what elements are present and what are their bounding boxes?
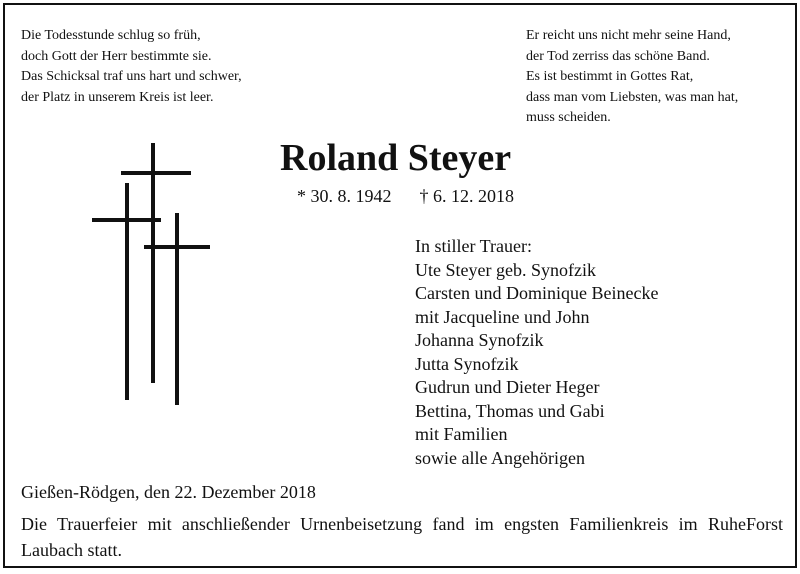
mourner-line: sowie alle Angehörigen: [415, 447, 585, 468]
obituary-notice: [3, 3, 797, 568]
death-date: † 6. 12. 2018: [419, 186, 514, 206]
poem-right-line: Er reicht uns nicht mehr seine Hand,: [526, 28, 731, 43]
poem-left-line: doch Gott der Herr bestimmte sie.: [21, 48, 212, 64]
mourner-line: Bettina, Thomas und Gabi: [415, 400, 605, 421]
poem-left-line: Das Schicksal traf uns hart und schwer,: [21, 69, 242, 84]
birth-date: * 30. 8. 1942: [297, 186, 392, 206]
three-crosses-icon: [89, 143, 214, 410]
mourners-heading: In stiller Trauer:: [415, 236, 532, 256]
mourner-line: mit Jacqueline und John: [415, 306, 590, 327]
mourner-line: Johanna Synofzik: [415, 330, 544, 350]
funeral-note: Die Trauerfeier mit anschließender Urnenbeisetzung fand im engsten Familienkreis im RuheForst Laubach statt.: [21, 514, 783, 560]
poem-left-line: der Platz in unserem Kreis ist leer.: [21, 89, 214, 105]
life-dates: [297, 184, 514, 208]
poem-right-line: dass man vom Liebsten, was man hat,: [526, 89, 739, 105]
poem-left: [21, 26, 242, 108]
poem-right: [526, 26, 738, 129]
mourners-list: [415, 235, 658, 470]
mourner-line: Gudrun und Dieter Heger: [415, 377, 600, 397]
mourner-line: Ute Steyer geb. Synofzik: [415, 259, 596, 280]
mourner-line: mit Familien: [415, 424, 508, 444]
poem-right-line: muss scheiden.: [526, 110, 611, 125]
deceased-name: Roland Steyer: [280, 137, 512, 179]
poem-left-line: Die Todesstunde schlug so früh,: [21, 28, 201, 43]
mourner-line: Jutta Synofzik: [415, 353, 519, 374]
poem-right-line: Es ist bestimmt in Gottes Rat,: [526, 69, 694, 84]
poem-right-line: der Tod zerriss das schöne Band.: [526, 48, 710, 64]
place-and-date: Gießen-Rödgen, den 22. Dezember 2018: [21, 482, 316, 502]
mourner-line: Carsten und Dominique Beinecke: [415, 283, 659, 303]
